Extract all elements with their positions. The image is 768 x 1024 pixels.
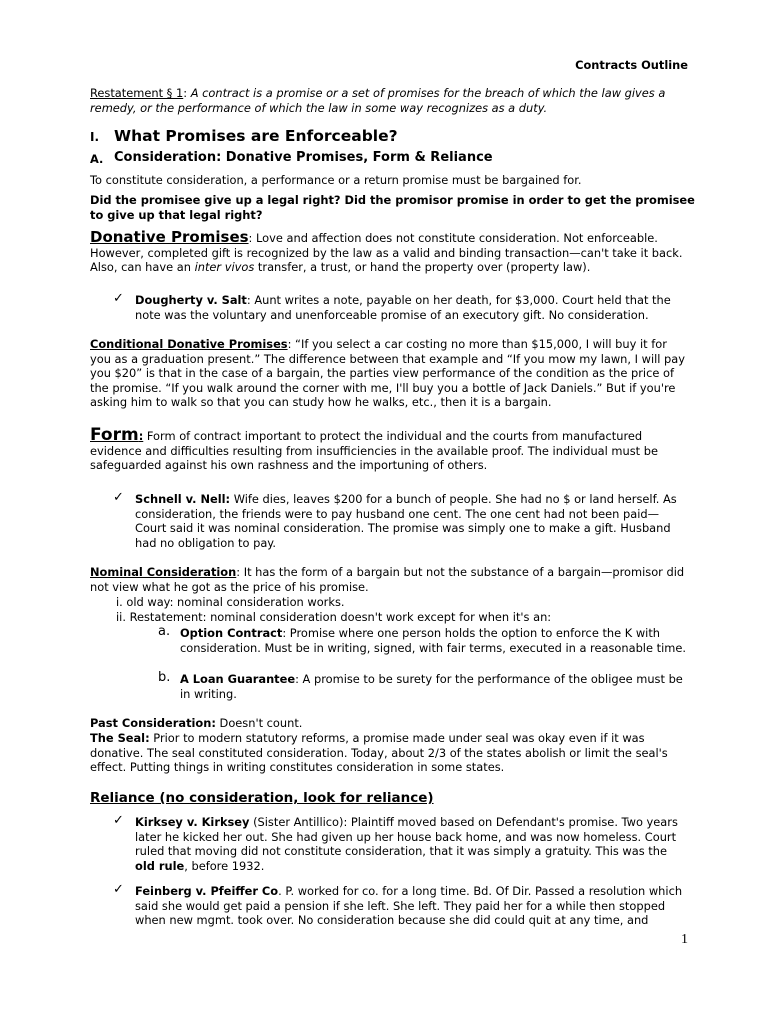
nominal-item-i: i. old way: nominal consideration works. — [116, 595, 345, 609]
list-label-a: a. — [158, 624, 171, 639]
form-paragraph: Form: Form of contract important to protect the individual and the courts from manufactured evidence and difficulties resulting from insufficiencies in the available proof. The individual must be safeguarded against his own rashness and the importuning of others. — [90, 425, 659, 473]
donative-paragraph: Donative Promises: Love and affection does not constitute consideration. Not enforceable. However, completed gift is recognized by the law as a valid and binding transaction—can't take it back. Also, can have an inter vivos transfer, a trust, or hand the property over (property law). — [90, 228, 683, 275]
nominal-item-ii: ii. Restatement: nominal consideration doesn't work except for when it's an: — [116, 610, 552, 624]
case-schnell: Schnell v. Nell: Wife dies, leaves $200 for a bunch of people. She had no $ or land herself. As consideration, the friends were to pay husband one cent. The one cent had not been paid—Court said it was nominal consideration. The promise was simply one to make a gift. Husband had no obligation to pay. — [135, 492, 677, 550]
question-text: Did the promisee give up a legal right? Did the promisor promise in order to get the promisee to give up that legal right? — [90, 193, 695, 222]
case-feinberg: Feinberg v. Pfeiffer Co. P. worked for co. for a long time. Bd. Of Dir. Passed a resolution which said she would get paid a pension if she left. She left. They paid her for a while then stopped when new mgmt. took over. No consideration because she did could quit at any time, and — [135, 884, 683, 928]
section-a-number: A. — [90, 152, 104, 166]
restatement-text: A contract is a promise or a set of promises for the breach of which the law gives a remedy, or the performance of which the law in some way recognizes as a duty. — [90, 86, 666, 115]
donative-term: Donative Promises — [90, 228, 249, 246]
intro-text: To constitute consideration, a performance or a return promise must be bargained for. — [90, 173, 582, 187]
section-i-title: What Promises are Enforceable? — [114, 127, 398, 145]
nominal-term: Nominal Consideration — [90, 565, 237, 579]
form-term: Form — [90, 425, 139, 445]
conditional-term: Conditional Donative Promises — [90, 337, 288, 351]
seal-paragraph: The Seal: Prior to modern statutory reforms, a promise made under seal was okay even if it was donative. The seal constituted consideration. Today, about 2/3 of the states abolish or limit the seal's effect. Putting things in writing constitutes consideration in some states. — [90, 731, 668, 775]
case-dougherty: Dougherty v. Salt: Aunt writes a note, payable on her death, for $3,000. Court held that the note was the voluntary and unenforceable promise of an executory gift. No consideration. — [135, 293, 671, 322]
checkmark-icon: ✓ — [113, 291, 124, 306]
checkmark-icon: ✓ — [113, 490, 124, 505]
document-header: Contracts Outline — [575, 58, 688, 72]
section-i-number: I. — [90, 130, 100, 144]
past-consideration: Past Consideration: Doesn't count. — [90, 716, 303, 730]
reliance-heading: Reliance (no consideration, look for reliance) — [90, 790, 434, 806]
case-kirksey: Kirksey v. Kirksey (Sister Antillico): Plaintiff moved based on Defendant's promise. Two years later he kicked her out. She had given up her house back home, and was now homeless. Court ruled that moving did not constitute consideration, that it was simply a gratuity. This was the old rule, before 1932. — [135, 815, 678, 873]
conditional-paragraph: Conditional Donative Promises: “If you select a car costing no more than $15,000, I will buy it for you as a graduation present.” The difference between that example and “If you mow my lawn, I will pay you $20” is that in the case of a bargain, the parties view performance of the condition as the price of the promise. “If you walk around the corner with me, I'll buy you a bottle of Jack Daniels.” But if you're asking him to walk so that you can study how he walks, etc., then it is a bargain. — [90, 337, 686, 410]
restatement-label: Restatement § 1 — [90, 86, 184, 100]
nominal-paragraph: Nominal Consideration: It has the form of a bargain but not the substance of a bargain—promisor did not view what he got as the price of his promise. — [90, 565, 685, 594]
list-label-b: b. — [158, 670, 171, 685]
restatement-paragraph: Restatement § 1: A contract is a promise or a set of promises for the breach of which the law gives a remedy, or the performance of which the law in some way recognizes as a duty. — [90, 86, 666, 115]
page-number: 1 — [681, 932, 688, 947]
checkmark-icon: ✓ — [113, 882, 124, 897]
section-a-title: Consideration: Donative Promises, Form & Reliance — [114, 150, 493, 165]
option-contract-item: Option Contract: Promise where one person holds the option to enforce the K with consideration. Must be in writing, signed, with fair terms, executed in a reasonable time. — [180, 626, 686, 655]
loan-guarantee-item: A Loan Guarantee: A promise to be surety for the performance of the obligee must be in writing. — [180, 672, 683, 701]
checkmark-icon: ✓ — [113, 813, 124, 828]
